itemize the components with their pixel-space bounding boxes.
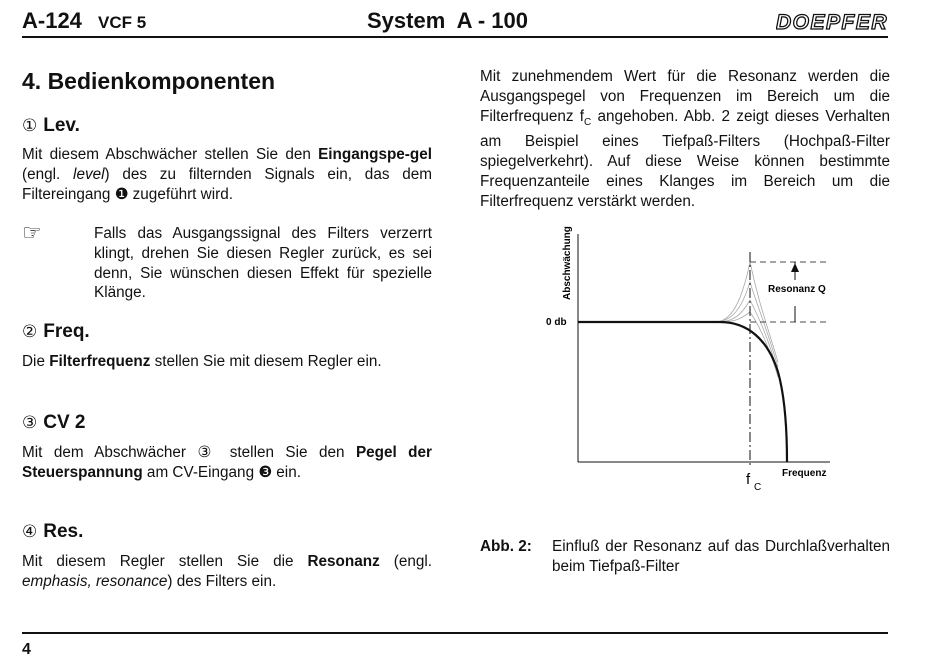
footer-rule — [22, 632, 888, 634]
resonance-curve — [578, 300, 778, 372]
lev-paragraph: Mit diesem Abschwächer stellen Sie den Eingangspe-gel (engl. level) des zu filternden Signals ein, das dem Filtereingang ❶ zugeführt wird. — [22, 146, 432, 203]
module-name: VCF 5 — [98, 13, 147, 32]
caption-label: Abb. 2: — [480, 538, 532, 555]
socket-badge: ❸ — [258, 463, 273, 481]
pointing-hand-icon: ☞ — [22, 220, 42, 245]
socket-badge: ❶ — [114, 185, 129, 203]
note-text: Falls das Ausgangssignal des Filters verzerrt klingt, drehen Sie diesen Regler zurück, es sei denn, Sie wünschen diesen Effekt für spezielle Klänge. — [94, 225, 432, 302]
model-name: A-124 — [22, 8, 82, 33]
control-heading-freq: ② Freq. — [22, 321, 90, 342]
resonance-curve — [578, 282, 778, 367]
zero-db-label: 0 db — [546, 317, 567, 328]
section-title: 4. Bedienkomponenten — [22, 68, 276, 94]
cv2-paragraph: Mit dem Abschwächer ③ stellen Sie den Pegel der Steuerspannung am CV-Eingang ❸ ein. — [22, 444, 432, 481]
page-number: 4 — [22, 641, 31, 658]
control-name: Lev. — [43, 115, 80, 136]
header-rule — [22, 36, 888, 38]
system-title: System A - 100 — [367, 8, 529, 33]
doepfer-logo — [776, 9, 888, 33]
res-paragraph: Mit diesem Regler stellen Sie die Resonanz (engl. emphasis, resonance) des Filters ein. — [22, 553, 432, 590]
resonance-curve — [578, 262, 778, 362]
resonance-figure — [520, 222, 850, 497]
fc-label: f — [746, 471, 751, 488]
control-heading-res: ④ Res. — [22, 521, 84, 542]
resonance-q-label: Resonanz Q — [768, 284, 826, 295]
control-heading-cv2: ③ CV 2 — [22, 412, 86, 433]
arrow-up-icon — [791, 263, 799, 272]
svg-text:DOEPFER: DOEPFER — [776, 11, 888, 33]
resonance-paragraph: Mit zunehmendem Wert für die Resonanz werden die Ausgangspegel von Frequenzen im Bereich um die Filterfrequenz $f_C$ angehoben. Abb. 2 zeigt dieses Verhalten am Beispiel eines Tiefpaß-Filters (Hochpaß-Filter spiegelverkehrt). Auf diese Weise können bestimmte Frequenzanteile eines Klanges im Bereich um die Filterfrequenz verstärkt werden. — [480, 68, 890, 210]
freq-paragraph: Die Filterfrequenz stellen Sie mit diesem Regler ein. — [22, 353, 382, 370]
lowpass-curve — [578, 322, 787, 462]
control-heading-lev — [22, 115, 80, 137]
figure-caption — [480, 537, 890, 577]
header-model — [22, 8, 146, 34]
caption-text: Einfluß der Resonanz auf das Durchlaßverhalten beim Tiefpaß-Filter — [552, 538, 890, 575]
x-axis-label: Frequenz — [782, 468, 827, 479]
y-axis-label: Abschwächung — [562, 226, 573, 300]
control-number: ① — [22, 116, 38, 135]
fc-subscript: C — [754, 482, 762, 493]
